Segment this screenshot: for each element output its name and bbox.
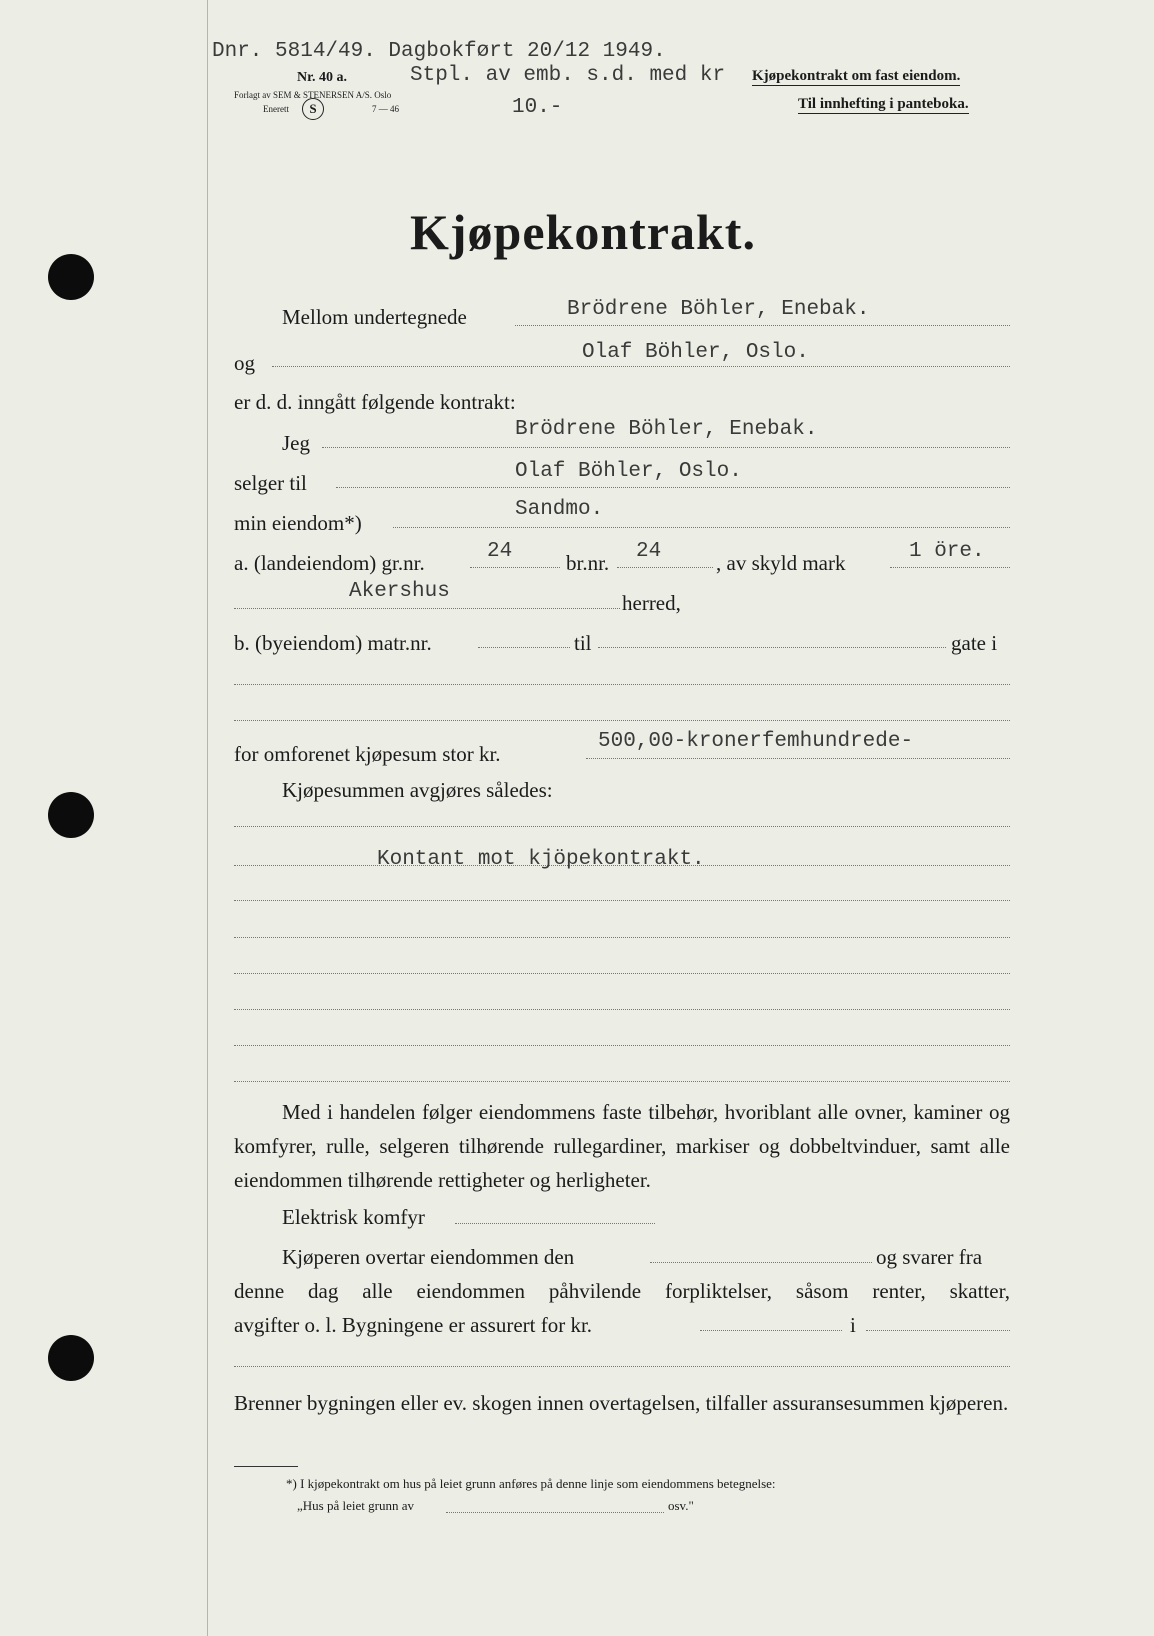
takeover-text-d: avgifter o. l. Bygningene er assurert for kr.	[234, 1313, 593, 1337]
fire-paragraph: Brenner bygningen eller ev. skogen innen overtagelsen, tilfaller assuransesummen kjøperen.	[234, 1391, 1009, 1415]
and-label: og	[234, 351, 255, 375]
a-skyld: 1 öre.	[909, 540, 985, 563]
intro-text: er d. d. inngått følgende kontrakt:	[234, 390, 516, 414]
takeover-text-b: og svarer fra	[876, 1245, 983, 1269]
dotted-line	[234, 1045, 1010, 1046]
dotted-line	[455, 1223, 655, 1224]
and-value: Olaf Böhler, Oslo.	[582, 341, 809, 364]
footnote-line2a: „Hus på leiet grunn av	[297, 1498, 414, 1513]
a-brnr: 24	[636, 540, 662, 563]
dotted-line	[234, 826, 1010, 827]
dotted-line	[336, 487, 1010, 488]
dotted-line	[478, 647, 570, 648]
dotted-line	[890, 567, 1010, 568]
between-value: Brödrene Böhler, Enebak.	[567, 298, 870, 321]
herred-value: Akershus	[349, 580, 450, 603]
registration-typed: Dnr. 5814/49. Dagbokført 20/12 1949.	[212, 40, 666, 63]
dotted-line	[470, 567, 560, 568]
form-number: Nr. 40 a.	[297, 70, 348, 85]
i-value: Brödrene Böhler, Enebak.	[515, 418, 818, 441]
dotted-line	[234, 720, 1010, 721]
publisher-line2: Enerett	[263, 104, 289, 114]
footnote-rule	[234, 1466, 298, 1467]
dotted-line	[234, 973, 1010, 974]
footnote-line1: *) I kjøpekontrakt om hus på leiet grunn anføres på denne linje som eiendommens betegnelse:	[286, 1476, 776, 1491]
dotted-line	[515, 325, 1010, 326]
dotted-line	[234, 1009, 1010, 1010]
dotted-line	[700, 1330, 842, 1331]
dotted-line	[617, 567, 713, 568]
herred-label: herred,	[622, 591, 681, 615]
fee-typed: 10.-	[512, 96, 563, 119]
dotted-line	[234, 900, 1010, 901]
a-skyld-label: , av skyld mark	[716, 551, 846, 575]
stove-label: Elektrisk komfyr	[282, 1205, 425, 1229]
takeover-text-c: denne dag alle eiendommen påhvilende forpliktelser, såsom renter, skatter,	[234, 1279, 1010, 1303]
punch-hole	[48, 254, 94, 300]
punch-hole	[48, 792, 94, 838]
sell-label: selger til	[234, 471, 307, 495]
sum-value: 500,00-kronerfemhundrede-	[598, 730, 914, 753]
publisher-date: 7 — 46	[372, 104, 399, 114]
between-label: Mellom undertegnede	[282, 305, 467, 329]
b-label: b. (byeiendom) matr.nr.	[234, 631, 432, 655]
i-label: Jeg	[282, 431, 310, 455]
form-subtitle: Til innhefting i panteboka.	[798, 96, 969, 112]
accessories-paragraph: Med i handelen følger eiendommens faste tilbehør, hvoriblant alle ovner, kaminer og komfyrer, rulle, selgeren tilhørende rullegardiner, markiser og dobbeltvinduer, samt alle eiendommen tilhørende rettigheter og herligheter.	[234, 1100, 1010, 1192]
document-title: Kjøpekontrakt.	[410, 204, 756, 260]
dotted-line	[234, 608, 620, 609]
dotted-line	[234, 1366, 1010, 1367]
b-til: til	[574, 631, 592, 655]
takeover-text-e: i	[850, 1313, 856, 1337]
property-value: Sandmo.	[515, 498, 604, 521]
dotted-line	[234, 937, 1010, 938]
dotted-line	[272, 366, 1010, 367]
dotted-line	[322, 447, 1010, 448]
publisher-logo: S	[302, 98, 324, 120]
dotted-line	[866, 1330, 1010, 1331]
dotted-line	[650, 1262, 872, 1263]
footnote-line2b: osv."	[668, 1498, 694, 1513]
dotted-line	[393, 527, 1010, 528]
dotted-line	[234, 1081, 1010, 1082]
dotted-line	[586, 758, 1010, 759]
dotted-line	[234, 684, 1010, 685]
settle-label: Kjøpesummen avgjøres således:	[282, 778, 553, 802]
dotted-line	[598, 647, 946, 648]
a-brnr-label: br.nr.	[566, 551, 610, 575]
publisher-line1: Forlagt av SEM & STENERSEN A/S. Oslo	[234, 90, 392, 100]
punch-hole	[48, 1335, 94, 1381]
a-label: a. (landeiendom) gr.nr.	[234, 551, 425, 575]
property-label: min eiendom*)	[234, 511, 362, 535]
dotted-line	[446, 1512, 664, 1513]
sell-value: Olaf Böhler, Oslo.	[515, 460, 742, 483]
form-title: Kjøpekontrakt om fast eiendom.	[752, 68, 961, 84]
margin-line	[207, 0, 208, 1636]
sum-label: for omforenet kjøpesum stor kr.	[234, 742, 501, 766]
stamp-typed: Stpl. av emb. s.d. med kr	[410, 64, 726, 87]
settle-value: Kontant mot kjöpekontrakt.	[377, 848, 705, 871]
a-grnr: 24	[487, 540, 513, 563]
takeover-text-a: Kjøperen overtar eiendommen den	[282, 1245, 575, 1269]
b-gate: gate i	[951, 631, 998, 655]
